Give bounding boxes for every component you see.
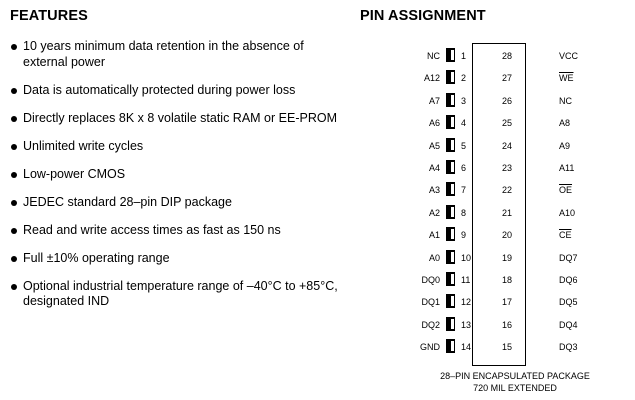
bullet-icon [11,116,17,122]
pin-number: 16 [501,319,512,330]
bullet-icon [11,228,17,234]
pin-lead-icon [446,93,455,107]
bullet-icon [11,88,17,94]
pin-name: $\overline{WE}$ [559,73,574,84]
pin-number: 24 [501,140,512,151]
pin-name: GND [420,342,440,353]
pin-row-20 [501,227,630,243]
pin-number: 22 [501,185,512,196]
package-caption-line1: 28–PIN ENCAPSULATED PACKAGE [440,371,590,381]
pin-row-4 [360,115,472,131]
pin-row-5 [360,138,472,154]
features-title: FEATURES [10,8,88,24]
pin-row-19 [501,250,630,266]
pin-row-28 [501,48,630,64]
features-list [10,39,340,310]
pin-row-13 [360,317,472,333]
pin-number: 21 [501,207,512,218]
pin-name: A12 [423,73,440,84]
pin-row-7 [360,182,472,198]
pin-number: 18 [501,275,512,285]
pin-row-25 [501,115,630,131]
pin-name: A5 [428,140,440,151]
pin-name: NC [559,95,572,106]
pin-number: 19 [501,252,512,263]
pin-number: 7 [461,185,467,196]
pin-lead-icon [446,250,455,264]
pin-name: DQ1 [421,297,440,308]
pin-number: 5 [461,140,467,151]
pin-lead-icon [446,115,455,129]
pin-name: A11 [559,163,575,173]
pin-lead-icon [446,160,455,174]
pin-number: 1 [461,51,467,61]
pin-row-8 [360,205,472,221]
pin-row-16 [501,317,630,333]
pin-row-24 [501,138,630,154]
pin-row-3 [360,93,472,109]
bullet-icon [11,172,17,178]
pin-row-9 [360,227,472,243]
pin-lead-icon [446,182,455,196]
pin-row-2 [360,70,472,86]
feature-item: Optional industrial temperature range of –40°C to +85°C, designated IND [10,279,340,310]
feature-item: JEDEC standard 28–pin DIP package [10,195,340,211]
pin-row-1 [360,48,472,64]
bullet-icon [11,144,17,150]
pin-number: 14 [461,342,472,353]
pin-number: 2 [461,73,467,84]
pin-number: 20 [501,230,512,241]
feature-item: Unlimited write cycles [10,139,340,155]
pin-row-6 [360,160,472,176]
pin-name: DQ5 [559,297,578,308]
pin-number: 3 [461,95,467,106]
pin-row-21 [501,205,630,221]
pin-number: 13 [461,319,472,330]
pin-lead-icon [446,294,455,308]
pin-name: DQ0 [421,275,440,285]
pin-row-11 [360,272,472,288]
bullet-icon [11,200,17,206]
feature-item: 10 years minimum data retention in the absence of external power [10,39,340,70]
pin-name: A3 [428,185,440,196]
pin-name: DQ6 [559,275,578,285]
feature-item: Directly replaces 8K x 8 volatile static RAM or EE-PROM [10,111,340,127]
pin-number: 12 [461,297,472,308]
pin-name: DQ4 [559,319,578,330]
pin-row-18 [501,272,630,288]
pin-number: 8 [461,207,467,218]
pin-name: A10 [559,207,576,218]
pin-name: A4 [428,163,440,173]
feature-item: Full ±10% operating range [10,251,340,267]
pin-name: $\overline{OE}$ [559,185,573,196]
pin-name: VCC [559,51,579,61]
pin-number: 9 [461,230,467,241]
bullet-icon [11,44,17,50]
pin-number: 27 [501,73,512,84]
pin-name: A9 [559,140,571,151]
pin-lead-icon [446,272,455,286]
feature-item: Data is automatically protected during power loss [10,83,340,99]
pin-number: 17 [501,297,512,308]
pin-number: 15 [501,342,512,353]
pin-number: 4 [461,118,467,129]
pin-name: DQ2 [421,319,440,330]
pin-lead-icon [446,70,455,84]
feature-item: Read and write access times as fast as 150 ns [10,223,340,239]
package-caption [360,370,635,394]
pin-number: 23 [501,163,512,173]
feature-item: Low-power CMOS [10,167,340,183]
pin-number: 28 [501,51,512,61]
pin-number: 26 [501,95,512,106]
pin-lead-icon [446,227,455,241]
pin-name: A6 [428,118,440,129]
pin-row-23 [501,160,630,176]
pin-name: $\overline{CE}$ [559,230,572,241]
pin-row-10 [360,250,472,266]
pin-lead-icon [446,138,455,152]
pin-name: DQ3 [559,342,578,353]
pin-row-26 [501,93,630,109]
pin-name: A7 [428,95,440,106]
pin-name: A8 [559,118,571,129]
pin-lead-icon [446,317,455,331]
pin-name: DQ7 [559,252,578,263]
pin-row-22 [501,182,630,198]
pin-number: 10 [461,252,472,263]
pin-lead-icon [446,48,455,62]
pin-row-12 [360,294,472,310]
pin-name: A0 [428,252,440,263]
pin-assignment-section [360,8,630,398]
pin-number: 11 [461,275,471,285]
bullet-icon [11,256,17,262]
pin-name: NC [427,51,440,61]
pin-assignment-title: PIN ASSIGNMENT [360,8,486,24]
pin-number: 6 [461,163,467,173]
bullet-icon [11,284,17,290]
pin-row-27 [501,70,630,86]
package-caption-line2: 720 MIL EXTENDED [473,383,557,393]
pin-lead-icon [446,205,455,219]
pin-row-15 [501,339,630,355]
ic-package-body [472,43,526,366]
features-section [10,8,340,322]
pin-row-14 [360,339,472,355]
pin-lead-icon [446,339,455,353]
pin-name: A1 [428,230,440,241]
pin-name: A2 [428,207,440,218]
pin-number: 25 [501,118,512,129]
pin-row-17 [501,294,630,310]
